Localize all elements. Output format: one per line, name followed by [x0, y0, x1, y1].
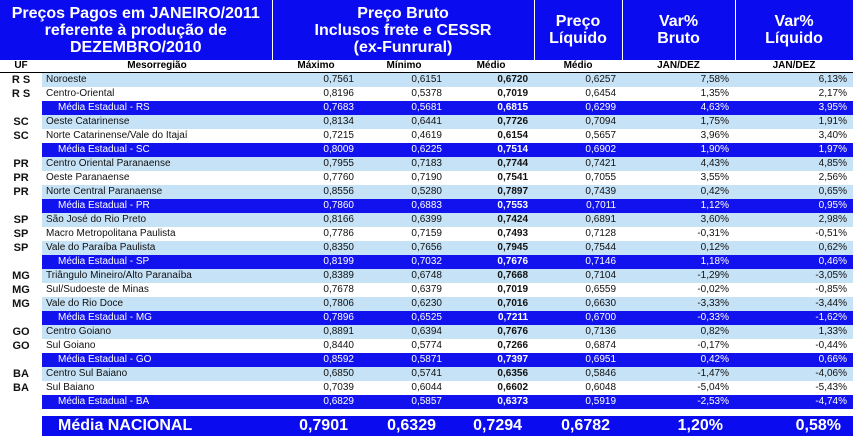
maximo-cell: 0,7760	[323, 172, 354, 183]
var-bruto-cell: -3,33%	[622, 297, 735, 311]
medio-liquido-cell: 0,6902	[534, 143, 622, 157]
var-liquido-cell: 3,95%	[735, 101, 853, 115]
maximo-cell: 0,8389	[272, 269, 360, 283]
bruto-line-1: Preço Bruto	[357, 4, 449, 22]
uf-cell	[0, 199, 42, 213]
national-medio-bruto: 0,7294	[448, 416, 534, 436]
medio-bruto-cell: 0,7424	[448, 213, 534, 227]
var-liquido-cell: 2,17%	[818, 88, 848, 99]
varliquido-line-1: Var%	[774, 13, 814, 30]
var-liquido-cell: 1,97%	[735, 143, 853, 157]
mesorregiao-cell: Sul Goiano	[46, 340, 96, 351]
medio-bruto-cell: 0,6602	[497, 382, 529, 393]
title-line-2: referente à produção de	[44, 21, 227, 39]
maximo-cell: 0,7215	[323, 130, 354, 141]
mesorregiao-cell: São José do Rio Preto	[42, 213, 272, 227]
medio-liquido-cell: 0,7094	[534, 115, 622, 129]
medio-bruto-cell: 0,7744	[448, 157, 534, 171]
minimo-cell: 0,6379	[411, 284, 442, 295]
maximo-cell: 0,6850	[272, 367, 360, 381]
maximo-cell: 0,8196	[323, 88, 354, 99]
var-liquido-cell: 2,56%	[818, 172, 848, 183]
var-liquido-cell: 4,85%	[735, 157, 853, 171]
medio-liquido-cell: 0,6257	[534, 73, 622, 88]
table-row	[0, 115, 853, 129]
var-bruto-cell: -1,47%	[622, 367, 735, 381]
minimo-cell: 0,6399	[360, 213, 448, 227]
uf-cell: SP	[13, 242, 29, 254]
var-liquido-cell: 0,95%	[735, 199, 853, 213]
medio-bruto-cell: 0,7897	[448, 185, 534, 199]
national-medio-liquido: 0,6782	[534, 416, 622, 436]
maximo-cell: 0,8350	[272, 241, 360, 255]
var-bruto-cell: -0,31%	[697, 228, 730, 239]
maximo-cell: 0,8199	[272, 255, 360, 269]
minimo-cell: 0,7656	[360, 241, 448, 255]
minimo-cell: 0,6151	[360, 73, 448, 88]
medio-bruto-cell: 0,7668	[448, 269, 534, 283]
national-var-liquido: 0,58%	[735, 416, 853, 436]
var-bruto-cell: -1,29%	[622, 269, 735, 283]
var-liquido-cell: 0,46%	[735, 255, 853, 269]
medio-liquido-cell: 0,6559	[585, 284, 617, 295]
minimo-cell: 0,6441	[360, 115, 448, 129]
mesorregiao-cell: Média Estadual - RS	[42, 101, 272, 115]
var-liquido-cell: -5,43%	[815, 382, 848, 393]
varliquido-line-2: Líquido	[765, 30, 823, 47]
mesorregiao-cell: Média Estadual - PR	[42, 199, 272, 213]
maximo-cell: 0,7896	[272, 311, 360, 325]
col-mesorregiao: Mesorregião	[42, 60, 272, 73]
var-bruto-header	[622, 0, 735, 60]
minimo-cell: 0,5871	[360, 353, 448, 367]
mesorregiao-cell: Vale do Paraíba Paulista	[42, 241, 272, 255]
medio-bruto-cell: 0,7266	[497, 340, 529, 351]
minimo-cell: 0,6394	[360, 325, 448, 339]
national-var-bruto: 1,20%	[622, 416, 735, 436]
var-liquido-cell: -4,06%	[735, 367, 853, 381]
uf-cell: SC	[13, 130, 29, 142]
bruto-line-3: (ex-Funrural)	[353, 38, 453, 56]
uf-cell: BA	[13, 368, 29, 380]
var-bruto-cell: 7,58%	[622, 73, 735, 88]
medio-liquido-cell: 0,7055	[585, 172, 617, 183]
var-liquido-cell: 1,91%	[735, 115, 853, 129]
mesorregiao-cell: Média Estadual - BA	[42, 395, 272, 409]
medio-bruto-cell: 0,7019	[497, 284, 529, 295]
mesorregiao-cell: Centro Sul Baiano	[42, 367, 272, 381]
mesorregiao-cell: Sul/Sudoeste de Minas	[46, 284, 149, 295]
national-minimo: 0,6329	[360, 416, 448, 436]
uf-cell: R S	[11, 74, 31, 86]
maximo-cell: 0,6829	[272, 395, 360, 409]
medio-liquido-cell: 0,7544	[534, 241, 622, 255]
medio-liquido-cell: 0,7104	[534, 269, 622, 283]
mesorregiao-cell: Centro-Oriental	[46, 88, 115, 99]
maximo-cell: 0,8134	[272, 115, 360, 129]
national-uf-cell	[0, 416, 42, 436]
medio-bruto-cell: 0,6720	[448, 73, 534, 88]
medio-bruto-cell: 0,6373	[448, 395, 534, 409]
uf-cell: SC	[13, 116, 29, 128]
uf-cell: SP	[13, 214, 29, 226]
var-bruto-cell: 1,90%	[622, 143, 735, 157]
table-row	[0, 213, 853, 227]
mesorregiao-cell: Centro Goiano	[42, 325, 272, 339]
medio-bruto-cell: 0,6356	[448, 367, 534, 381]
mesorregiao-cell: Noroeste	[42, 73, 272, 88]
var-bruto-cell: -0,17%	[697, 340, 730, 351]
var-liquido-cell: -0,44%	[815, 340, 848, 351]
national-maximo: 0,7901	[272, 416, 360, 436]
maximo-cell: 0,8556	[272, 185, 360, 199]
maximo-cell: 0,7955	[272, 157, 360, 171]
national-average-row	[0, 416, 853, 436]
table-row	[0, 269, 853, 283]
preco-liquido-header	[534, 0, 622, 60]
mesorregiao-cell: Triângulo Mineiro/Alto Paranaíba	[42, 269, 272, 283]
var-bruto-cell: 3,55%	[700, 172, 730, 183]
medio-liquido-cell: 0,6700	[534, 311, 622, 325]
table-row	[0, 297, 853, 311]
minimo-cell: 0,5774	[411, 340, 442, 351]
table-row	[0, 73, 853, 88]
uf-cell	[0, 353, 42, 367]
var-liquido-cell: 6,13%	[735, 73, 853, 88]
var-liquido-cell: -3,44%	[735, 297, 853, 311]
state-average-row	[0, 199, 853, 213]
medio-liquido-cell: 0,6048	[585, 382, 617, 393]
minimo-cell: 0,6044	[411, 382, 442, 393]
var-liquido-cell: 0,66%	[735, 353, 853, 367]
liquido-line-1: Preço	[555, 13, 601, 30]
mesorregiao-cell: Média Estadual - MG	[42, 311, 272, 325]
medio-liquido-cell: 0,7011	[534, 199, 622, 213]
medio-bruto-cell: 0,7493	[497, 228, 529, 239]
maximo-cell: 0,8166	[272, 213, 360, 227]
medio-liquido-cell: 0,7439	[534, 185, 622, 199]
medio-bruto-cell: 0,7019	[497, 88, 529, 99]
minimo-cell: 0,5741	[360, 367, 448, 381]
liquido-line-2: Líquido	[549, 30, 607, 47]
state-average-row	[0, 255, 853, 269]
uf-cell	[0, 101, 42, 115]
medio-bruto-cell: 0,6154	[497, 130, 529, 141]
uf-cell: MG	[12, 270, 30, 282]
var-bruto-cell: -2,53%	[622, 395, 735, 409]
varbruto-line-1: Var%	[658, 13, 699, 30]
uf-cell: GO	[12, 326, 30, 338]
var-bruto-cell: 0,42%	[622, 185, 735, 199]
medio-bruto-cell: 0,7016	[448, 297, 534, 311]
bruto-line-2: Inclusos frete e CESSR	[314, 21, 492, 39]
mesorregiao-cell: Centro Oriental Paranaense	[42, 157, 272, 171]
minimo-cell: 0,5280	[360, 185, 448, 199]
medio-bruto-cell: 0,6815	[448, 101, 534, 115]
spacer-row	[0, 409, 853, 416]
maximo-cell: 0,8440	[323, 340, 354, 351]
medio-liquido-cell: 0,6891	[534, 213, 622, 227]
mesorregiao-cell: Macro Metropolitana Paulista	[46, 228, 176, 239]
medio-liquido-cell: 0,7146	[534, 255, 622, 269]
spacer-cell	[0, 409, 853, 416]
var-liquido-cell: 0,62%	[735, 241, 853, 255]
var-bruto-cell: -5,04%	[697, 382, 730, 393]
medio-liquido-cell: 0,7128	[585, 228, 617, 239]
medio-bruto-cell: 0,7397	[448, 353, 534, 367]
var-liquido-cell: 0,65%	[735, 185, 853, 199]
minimo-cell: 0,7190	[411, 172, 442, 183]
preco-bruto-header	[272, 0, 534, 60]
mesorregiao-cell: Média Estadual - SP	[42, 255, 272, 269]
minimo-cell: 0,7159	[411, 228, 442, 239]
minimo-cell: 0,5857	[360, 395, 448, 409]
table-row	[0, 227, 853, 241]
medio-liquido-cell: 0,6630	[534, 297, 622, 311]
minimo-cell: 0,7183	[360, 157, 448, 171]
var-liquido-cell: -0,85%	[815, 284, 848, 295]
uf-cell	[0, 143, 42, 157]
minimo-cell: 0,6883	[360, 199, 448, 213]
minimo-cell: 0,6225	[360, 143, 448, 157]
medio-liquido-cell: 0,5919	[534, 395, 622, 409]
var-bruto-cell: 4,63%	[622, 101, 735, 115]
var-liquido-cell: -4,74%	[735, 395, 853, 409]
state-average-row	[0, 143, 853, 157]
uf-cell: R S	[11, 88, 31, 100]
var-liquido-cell: 3,40%	[818, 130, 848, 141]
mesorregiao-cell: Média Estadual - SC	[42, 143, 272, 157]
header-row	[0, 0, 853, 60]
uf-cell: PR	[13, 172, 29, 184]
var-liquido-cell: 2,98%	[735, 213, 853, 227]
minimo-cell: 0,4619	[411, 130, 442, 141]
var-bruto-cell: -0,33%	[622, 311, 735, 325]
var-bruto-cell: 3,96%	[700, 130, 730, 141]
medio-liquido-cell: 0,7421	[534, 157, 622, 171]
var-bruto-cell: 1,12%	[622, 199, 735, 213]
medio-liquido-cell: 0,6454	[585, 88, 617, 99]
maximo-cell: 0,7806	[272, 297, 360, 311]
var-bruto-cell: 1,18%	[622, 255, 735, 269]
uf-cell: BA	[13, 382, 29, 394]
minimo-cell: 0,5378	[411, 88, 442, 99]
uf-cell	[0, 395, 42, 409]
var-liquido-cell: -1,62%	[735, 311, 853, 325]
column-subheader-row	[0, 60, 853, 73]
medio-bruto-cell: 0,7211	[448, 311, 534, 325]
medio-bruto-cell: 0,7945	[448, 241, 534, 255]
col-medio-bruto: Médio	[448, 60, 534, 73]
mesorregiao-cell: Oeste Paranaense	[46, 172, 130, 183]
uf-cell: PR	[13, 158, 29, 170]
var-liquido-cell: 1,33%	[735, 325, 853, 339]
var-bruto-cell: 4,43%	[622, 157, 735, 171]
mesorregiao-cell: Norte Central Paranaense	[42, 185, 272, 199]
maximo-cell: 0,7039	[323, 382, 354, 393]
uf-cell: PR	[13, 186, 29, 198]
varbruto-line-2: Bruto	[657, 30, 700, 47]
state-average-row	[0, 101, 853, 115]
minimo-cell: 0,6748	[360, 269, 448, 283]
state-average-row	[0, 311, 853, 325]
mesorregiao-cell: Norte Catarinense/Vale do Itajaí	[46, 130, 188, 141]
table-row	[0, 381, 853, 395]
medio-bruto-cell: 0,7553	[448, 199, 534, 213]
minimo-cell: 0,7032	[360, 255, 448, 269]
title-line-1: Preços Pagos em JANEIRO/2011	[11, 4, 260, 22]
var-bruto-cell: 1,75%	[622, 115, 735, 129]
col-var-bruto: JAN/DEZ	[622, 60, 735, 73]
medio-bruto-cell: 0,7676	[448, 325, 534, 339]
table-row	[0, 157, 853, 171]
col-maximo: Máximo	[272, 60, 360, 73]
maximo-cell: 0,8592	[272, 353, 360, 367]
col-var-liquido: JAN/DEZ	[735, 60, 853, 73]
medio-liquido-cell: 0,6951	[534, 353, 622, 367]
maximo-cell: 0,7860	[272, 199, 360, 213]
maximo-cell: 0,7678	[323, 284, 354, 295]
table-row	[0, 241, 853, 255]
var-liquido-cell: -3,05%	[735, 269, 853, 283]
medio-liquido-cell: 0,5657	[585, 130, 617, 141]
table-row	[0, 87, 853, 101]
mesorregiao-cell: Média Estadual - GO	[42, 353, 272, 367]
table-row	[0, 367, 853, 381]
national-label: Média NACIONAL	[42, 416, 272, 436]
mesorregiao-cell: Vale do Rio Doce	[42, 297, 272, 311]
medio-liquido-cell: 0,6874	[585, 340, 617, 351]
medio-bruto-cell: 0,7726	[448, 115, 534, 129]
table-row	[0, 185, 853, 199]
medio-liquido-cell: 0,7136	[534, 325, 622, 339]
maximo-cell: 0,7786	[323, 228, 354, 239]
maximo-cell: 0,7683	[272, 101, 360, 115]
medio-liquido-cell: 0,5846	[534, 367, 622, 381]
state-average-row	[0, 353, 853, 367]
var-liquido-cell: -0,51%	[815, 228, 848, 239]
col-minimo: Mínimo	[360, 60, 448, 73]
col-medio-liquido: Médio	[534, 60, 622, 73]
maximo-cell: 0,7561	[272, 73, 360, 88]
minimo-cell: 0,6525	[360, 311, 448, 325]
var-bruto-cell: 3,60%	[622, 213, 735, 227]
state-average-row	[0, 395, 853, 409]
var-bruto-cell: 0,82%	[622, 325, 735, 339]
table-row	[0, 129, 853, 143]
var-bruto-cell: 0,42%	[622, 353, 735, 367]
table-row	[0, 171, 853, 185]
col-uf: UF	[0, 60, 42, 73]
uf-cell	[0, 255, 42, 269]
medio-liquido-cell: 0,6299	[534, 101, 622, 115]
maximo-cell: 0,8891	[272, 325, 360, 339]
uf-cell: SP	[13, 228, 29, 240]
var-bruto-cell: 0,12%	[622, 241, 735, 255]
medio-bruto-cell: 0,7541	[497, 172, 529, 183]
title-line-3: DEZEMBRO/2010	[69, 38, 202, 56]
var-bruto-cell: 1,35%	[700, 88, 730, 99]
table-title	[0, 0, 272, 60]
uf-cell: MG	[12, 284, 30, 296]
medio-bruto-cell: 0,7514	[448, 143, 534, 157]
medio-bruto-cell: 0,7676	[448, 255, 534, 269]
table-row	[0, 339, 853, 353]
var-bruto-cell: -0,02%	[697, 284, 730, 295]
maximo-cell: 0,8009	[272, 143, 360, 157]
table-row	[0, 325, 853, 339]
uf-cell	[0, 311, 42, 325]
mesorregiao-cell: Oeste Catarinense	[42, 115, 272, 129]
mesorregiao-cell: Sul Baiano	[46, 382, 95, 393]
minimo-cell: 0,6230	[360, 297, 448, 311]
table-row	[0, 283, 853, 297]
minimo-cell: 0,5681	[360, 101, 448, 115]
uf-cell: MG	[12, 298, 30, 310]
uf-cell: GO	[12, 340, 30, 352]
var-liquido-header	[735, 0, 853, 60]
